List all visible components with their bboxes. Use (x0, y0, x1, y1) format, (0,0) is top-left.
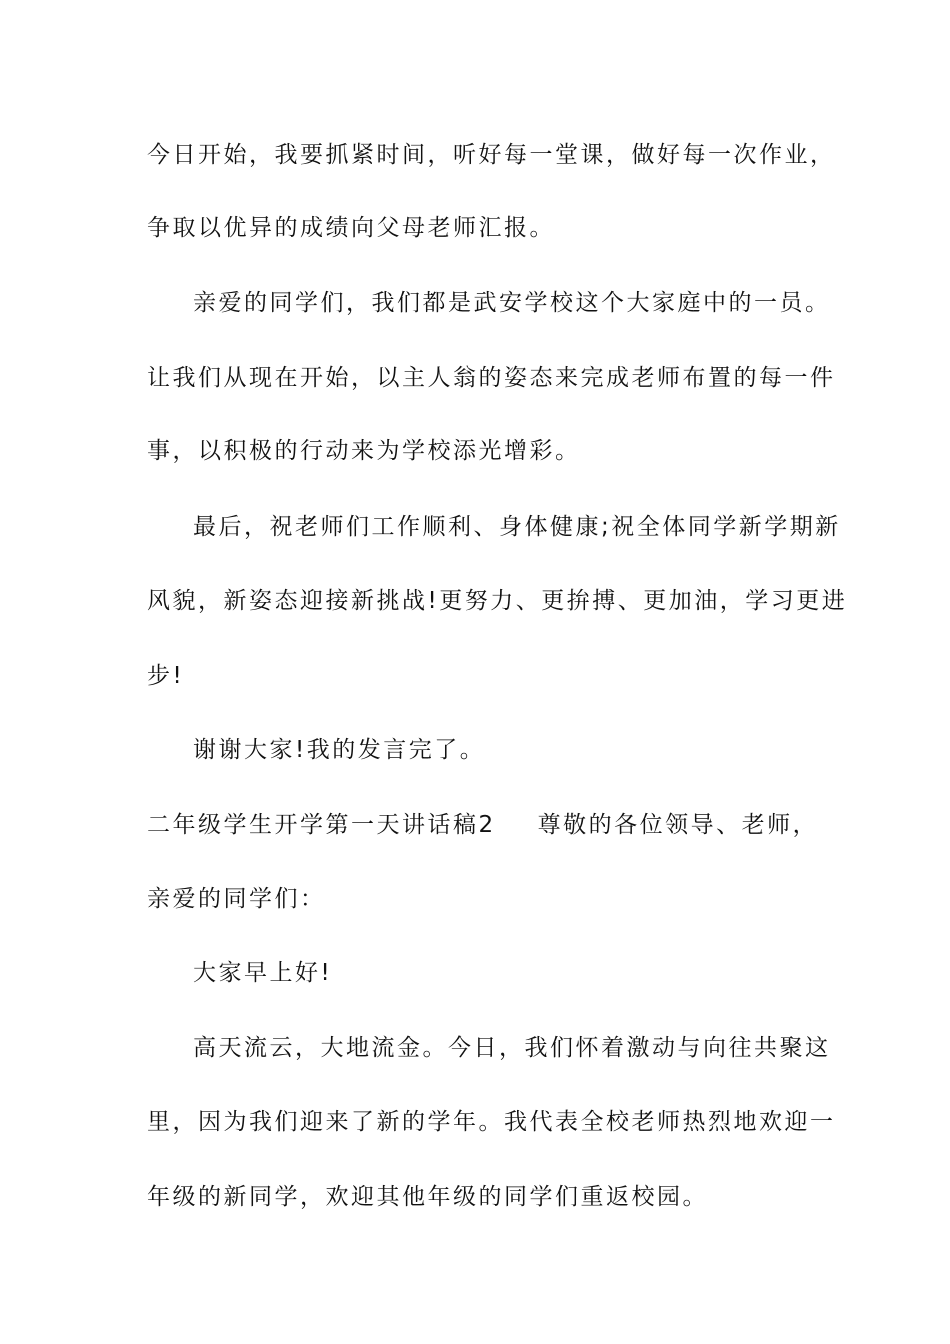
section-title: 二年级学生开学第一天讲话稿2 (147, 812, 496, 838)
salutation-text: 尊敬的各位领导、老师， (537, 812, 819, 838)
paragraph-line: 亲爱的同学们，我们都是武安学校这个大家庭中的一员。 (193, 290, 831, 316)
paragraph-line: 大家早上好! (193, 960, 333, 986)
paragraph-line: 步! (147, 663, 185, 689)
paragraph-line: 年级的新同学，欢迎其他年级的同学们重返校园。 (147, 1184, 708, 1210)
paragraph-line: 高天流云，大地流金。今日，我们怀着激动与向往共聚这 (193, 1035, 831, 1061)
paragraph-line: 里，因为我们迎来了新的学年。我代表全校老师热烈地欢迎一 (147, 1109, 836, 1135)
paragraph-line: 争取以优异的成绩向父母老师汇报。 (147, 215, 555, 241)
paragraph-line: 事，以积极的行动来为学校添光增彩。 (147, 438, 581, 464)
section-heading-line (147, 810, 819, 840)
paragraph-line: 让我们从现在开始，以主人翁的姿态来完成老师布置的每一件 (147, 365, 836, 391)
paragraph-line: 今日开始，我要抓紧时间，听好每一堂课，做好每一次作业， (147, 142, 836, 168)
paragraph-line: 最后，祝老师们工作顺利、身体健康;祝全体同学新学期新 (193, 514, 841, 540)
paragraph-line: 谢谢大家!我的发言完了。 (193, 737, 486, 763)
paragraph-line: 风貌，新姿态迎接新挑战!更努力、更拚搏、更加油，学习更进 (147, 588, 848, 614)
paragraph-line: 亲爱的同学们： (147, 886, 326, 912)
